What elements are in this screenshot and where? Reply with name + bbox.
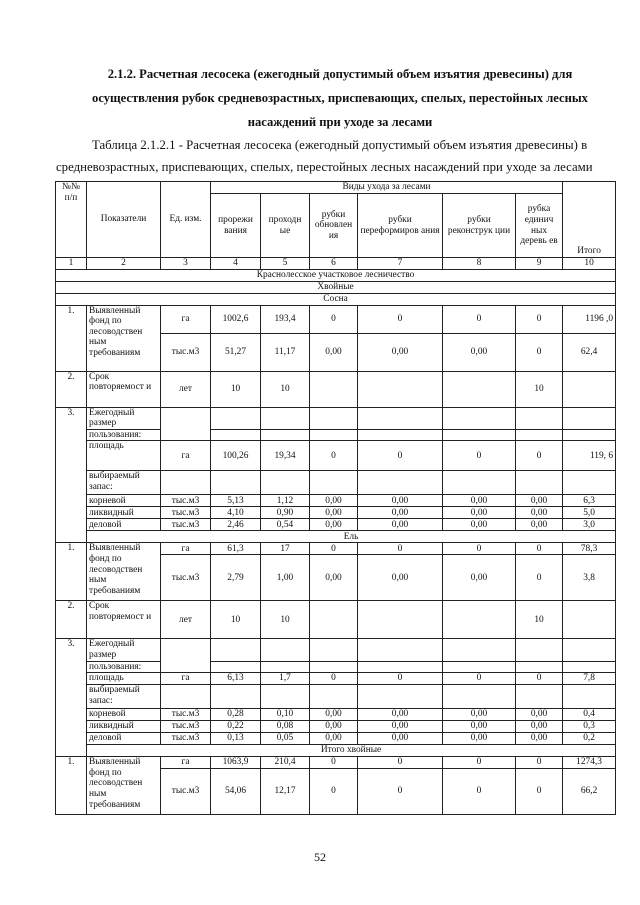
table-caption-line-1: Таблица 2.1.2.1 - Расчетная лесосека (ежегодный допустимый объем изъятия древесины) в [92,138,588,152]
indicator-label: выбираемый запас: [87,685,161,709]
value-cell: 4,10 [211,507,261,519]
table-row [56,661,616,673]
total-cell: 78,3 [563,543,616,555]
unit-cell: лет [161,601,211,639]
table-row [56,429,616,441]
value-cell: 0,00 [358,721,443,733]
value-cell: 0,00 [443,709,516,721]
value-cell: 0,00 [443,721,516,733]
header-type-reconstruction: рубки реконструк ции [443,194,516,258]
unit-cell: тыс.м3 [161,769,211,815]
column-number: 7 [358,258,443,270]
header-type-renewal: рубки обновлен ия [310,194,358,258]
column-number: 10 [563,258,616,270]
section-pine: Сосна [56,293,616,305]
value-cell: 10 [211,371,261,407]
unit-cell: га [161,543,211,555]
total-cell: 6,3 [563,495,616,507]
value-cell: 0,05 [261,733,310,745]
header-type-passage: проходн ые [261,194,310,258]
value-cell: 0,00 [310,507,358,519]
column-number: 8 [443,258,516,270]
value-cell: 0,00 [310,733,358,745]
total-cell [563,371,616,407]
table-row [56,673,616,685]
indicator-label: ликвидный [87,721,161,733]
row-number: 3. [56,407,87,543]
value-cell: 0 [310,543,358,555]
value-cell: 0,54 [261,519,310,531]
indicator-label: Ежегодный размер [87,639,161,661]
unit-cell: тыс.м3 [161,721,211,733]
value-cell: 0,08 [261,721,310,733]
section-conifer: Хвойные [56,281,616,293]
indicator-label: площадь [87,673,161,685]
total-cell: 119, 6 [563,441,616,471]
value-cell: 0,00 [358,709,443,721]
value-cell: 193,4 [261,305,310,333]
value-cell: 11,17 [261,333,310,371]
value-cell: 0 [516,333,563,371]
value-cell: 0,00 [516,507,563,519]
value-cell: 1002,6 [211,305,261,333]
value-cell [443,371,516,407]
value-cell: 0,00 [358,495,443,507]
value-cell: 0,00 [310,709,358,721]
value-cell: 0 [358,441,443,471]
value-cell: 0 [358,673,443,685]
value-cell: 0 [358,305,443,333]
value-cell: 0,00 [358,555,443,601]
section-heading: 2.1.2. Расчетная лесосека (ежегодный допустимый объем изъятия древесины) для осуществления рубок средневозрастных, приспевающих, спелых, перестойных лесных насаждений при уходе за лесами [92,67,588,129]
unit-cell: тыс.м3 [161,507,211,519]
section-total-conifer: Итого хвойные [87,745,616,757]
indicator-label: деловой [87,519,161,531]
indicator-label: Ежегодный размер [87,407,161,429]
value-cell: 0,00 [310,333,358,371]
indicator-label: корневой [87,495,161,507]
value-cell: 1063,9 [211,757,261,769]
unit-cell: тыс.м3 [161,495,211,507]
total-cell: 62,4 [563,333,616,371]
value-cell: 0 [443,757,516,769]
row-number: 1. [56,757,87,815]
indicator-label: выбираемый запас: [87,471,161,495]
allowable-cut-table [55,181,616,815]
unit-cell: га [161,757,211,769]
unit-cell: тыс.м3 [161,709,211,721]
row-number: 3. [56,639,87,757]
value-cell: 0,22 [211,721,261,733]
value-cell [310,371,358,407]
value-cell: 0,00 [516,709,563,721]
section-spruce: Ель [87,531,616,543]
value-cell: 210,4 [261,757,310,769]
table-row [56,441,616,471]
unit-cell: тыс.м3 [161,733,211,745]
section-forestry: Краснолесское участковое лесничество [56,269,616,281]
table-row [56,543,616,555]
value-cell: 0,00 [358,333,443,371]
total-cell: 5,0 [563,507,616,519]
value-cell: 0 [516,441,563,471]
table-row [56,471,616,495]
unit-cell: га [161,673,211,685]
total-cell: 7,8 [563,673,616,685]
indicator-label: Срок повторяемост и [87,601,161,639]
value-cell: 0,00 [310,721,358,733]
value-cell: 0,00 [310,519,358,531]
value-cell: 19,34 [261,441,310,471]
row-number: 1. [56,305,87,371]
column-number: 5 [261,258,310,270]
row-number: 1. [56,543,87,601]
unit-cell: тыс.м3 [161,555,211,601]
table-row [56,721,616,733]
value-cell: 0 [358,769,443,815]
value-cell: 10 [516,371,563,407]
value-cell: 0 [516,305,563,333]
value-cell: 0 [310,305,358,333]
value-cell: 100,26 [211,441,261,471]
value-cell: 0,00 [516,721,563,733]
table-row [56,709,616,721]
header-care-types: Виды ухода за лесами [211,182,563,194]
value-cell: 0 [358,757,443,769]
value-cell [358,601,443,639]
table-row [56,495,616,507]
value-cell: 0,00 [443,507,516,519]
value-cell: 10 [211,601,261,639]
value-cell: 0,00 [443,495,516,507]
header-type-thinning: прорежи вания [211,194,261,258]
table-row [56,757,616,769]
value-cell: 0,13 [211,733,261,745]
value-cell: 0 [443,673,516,685]
value-cell: 1,12 [261,495,310,507]
value-cell: 1,7 [261,673,310,685]
indicator-label: деловой [87,733,161,745]
value-cell [358,371,443,407]
table-row [56,733,616,745]
unit-cell: тыс.м3 [161,333,211,371]
total-cell: 1196 ,0 [563,305,616,333]
row-number: 2. [56,601,87,639]
value-cell [443,601,516,639]
value-cell: 0 [516,769,563,815]
value-cell: 0 [443,769,516,815]
value-cell: 51,27 [211,333,261,371]
column-number-row [56,258,616,270]
header-total: Итого [563,182,616,258]
value-cell: 6,13 [211,673,261,685]
value-cell: 0 [310,769,358,815]
value-cell: 0 [443,543,516,555]
value-cell: 0 [516,673,563,685]
indicator-label: Выявленный фонд по лесоводствен ным требованиям [87,543,161,601]
table-row [56,371,616,407]
value-cell: 0 [516,555,563,601]
value-cell: 5,13 [211,495,261,507]
unit-cell: тыс.м3 [161,519,211,531]
value-cell: 0,00 [516,495,563,507]
table-row [56,601,616,639]
value-cell: 0,00 [516,733,563,745]
table-row [56,407,616,429]
value-cell: 0,10 [261,709,310,721]
value-cell: 12,17 [261,769,310,815]
value-cell: 0,90 [261,507,310,519]
indicator-label: Выявленный фонд по лесоводствен ным требованиям [87,305,161,371]
value-cell [310,601,358,639]
value-cell: 10 [516,601,563,639]
value-cell: 0 [443,305,516,333]
value-cell: 0,00 [310,555,358,601]
indicator-label: пользования: [87,429,161,441]
unit-cell: га [161,305,211,333]
row-number: 2. [56,371,87,407]
value-cell: 0,00 [443,333,516,371]
value-cell: 0,00 [443,733,516,745]
value-cell: 0,00 [516,519,563,531]
column-number: 6 [310,258,358,270]
total-cell: 3,8 [563,555,616,601]
value-cell: 1,00 [261,555,310,601]
table-caption [56,134,614,178]
value-cell: 61,3 [211,543,261,555]
page-number: 52 [314,850,326,864]
value-cell: 0,00 [443,519,516,531]
value-cell: 10 [261,371,310,407]
column-number: 3 [161,258,211,270]
value-cell: 54,06 [211,769,261,815]
total-cell: 0,4 [563,709,616,721]
value-cell: 0 [358,543,443,555]
header-type-single-tree: рубка единич ных деревь ев [516,194,563,258]
table-caption-line-2: средневозрастных, приспевающих, спелых, перестойных лесных насаждений при уходе за лесами [56,160,593,174]
value-cell: 0,00 [358,507,443,519]
value-cell: 0 [310,757,358,769]
value-cell: 0 [310,673,358,685]
value-cell: 0,00 [443,555,516,601]
total-cell [563,601,616,639]
total-cell: 0,2 [563,733,616,745]
value-cell: 10 [261,601,310,639]
value-cell: 0,00 [358,519,443,531]
column-number: 2 [87,258,161,270]
value-cell: 0,00 [310,495,358,507]
header-indicators: Показатели [87,182,161,258]
header-type-reformation: рубки переформиров ания [358,194,443,258]
column-number: 4 [211,258,261,270]
indicator-label: корневой [87,709,161,721]
header-unit: Ед. изм. [161,182,211,258]
value-cell: 0,00 [358,733,443,745]
column-number: 9 [516,258,563,270]
value-cell: 2,79 [211,555,261,601]
header-num: №№ п/п [56,182,87,258]
table-row [56,507,616,519]
indicator-label: ликвидный [87,507,161,519]
value-cell: 17 [261,543,310,555]
value-cell: 0 [516,757,563,769]
total-cell: 66,2 [563,769,616,815]
unit-cell: лет [161,371,211,407]
total-cell: 1274,3 [563,757,616,769]
value-cell: 0 [516,543,563,555]
table-row [56,305,616,333]
header-row-1 [56,182,616,194]
value-cell: 0 [443,441,516,471]
value-cell: 0 [310,441,358,471]
indicator-label: пользования: [87,661,161,673]
table-row [56,685,616,709]
total-cell: 3,0 [563,519,616,531]
unit-cell: га [161,441,211,471]
indicator-label: площадь [87,441,161,471]
table-row [56,519,616,531]
value-cell: 2,46 [211,519,261,531]
value-cell: 0,28 [211,709,261,721]
indicator-label: Срок повторяемост и [87,371,161,407]
total-cell: 0,3 [563,721,616,733]
indicator-label: Выявленный фонд по лесоводствен ным требованиям [87,757,161,815]
column-number: 1 [56,258,87,270]
table-row [56,639,616,661]
